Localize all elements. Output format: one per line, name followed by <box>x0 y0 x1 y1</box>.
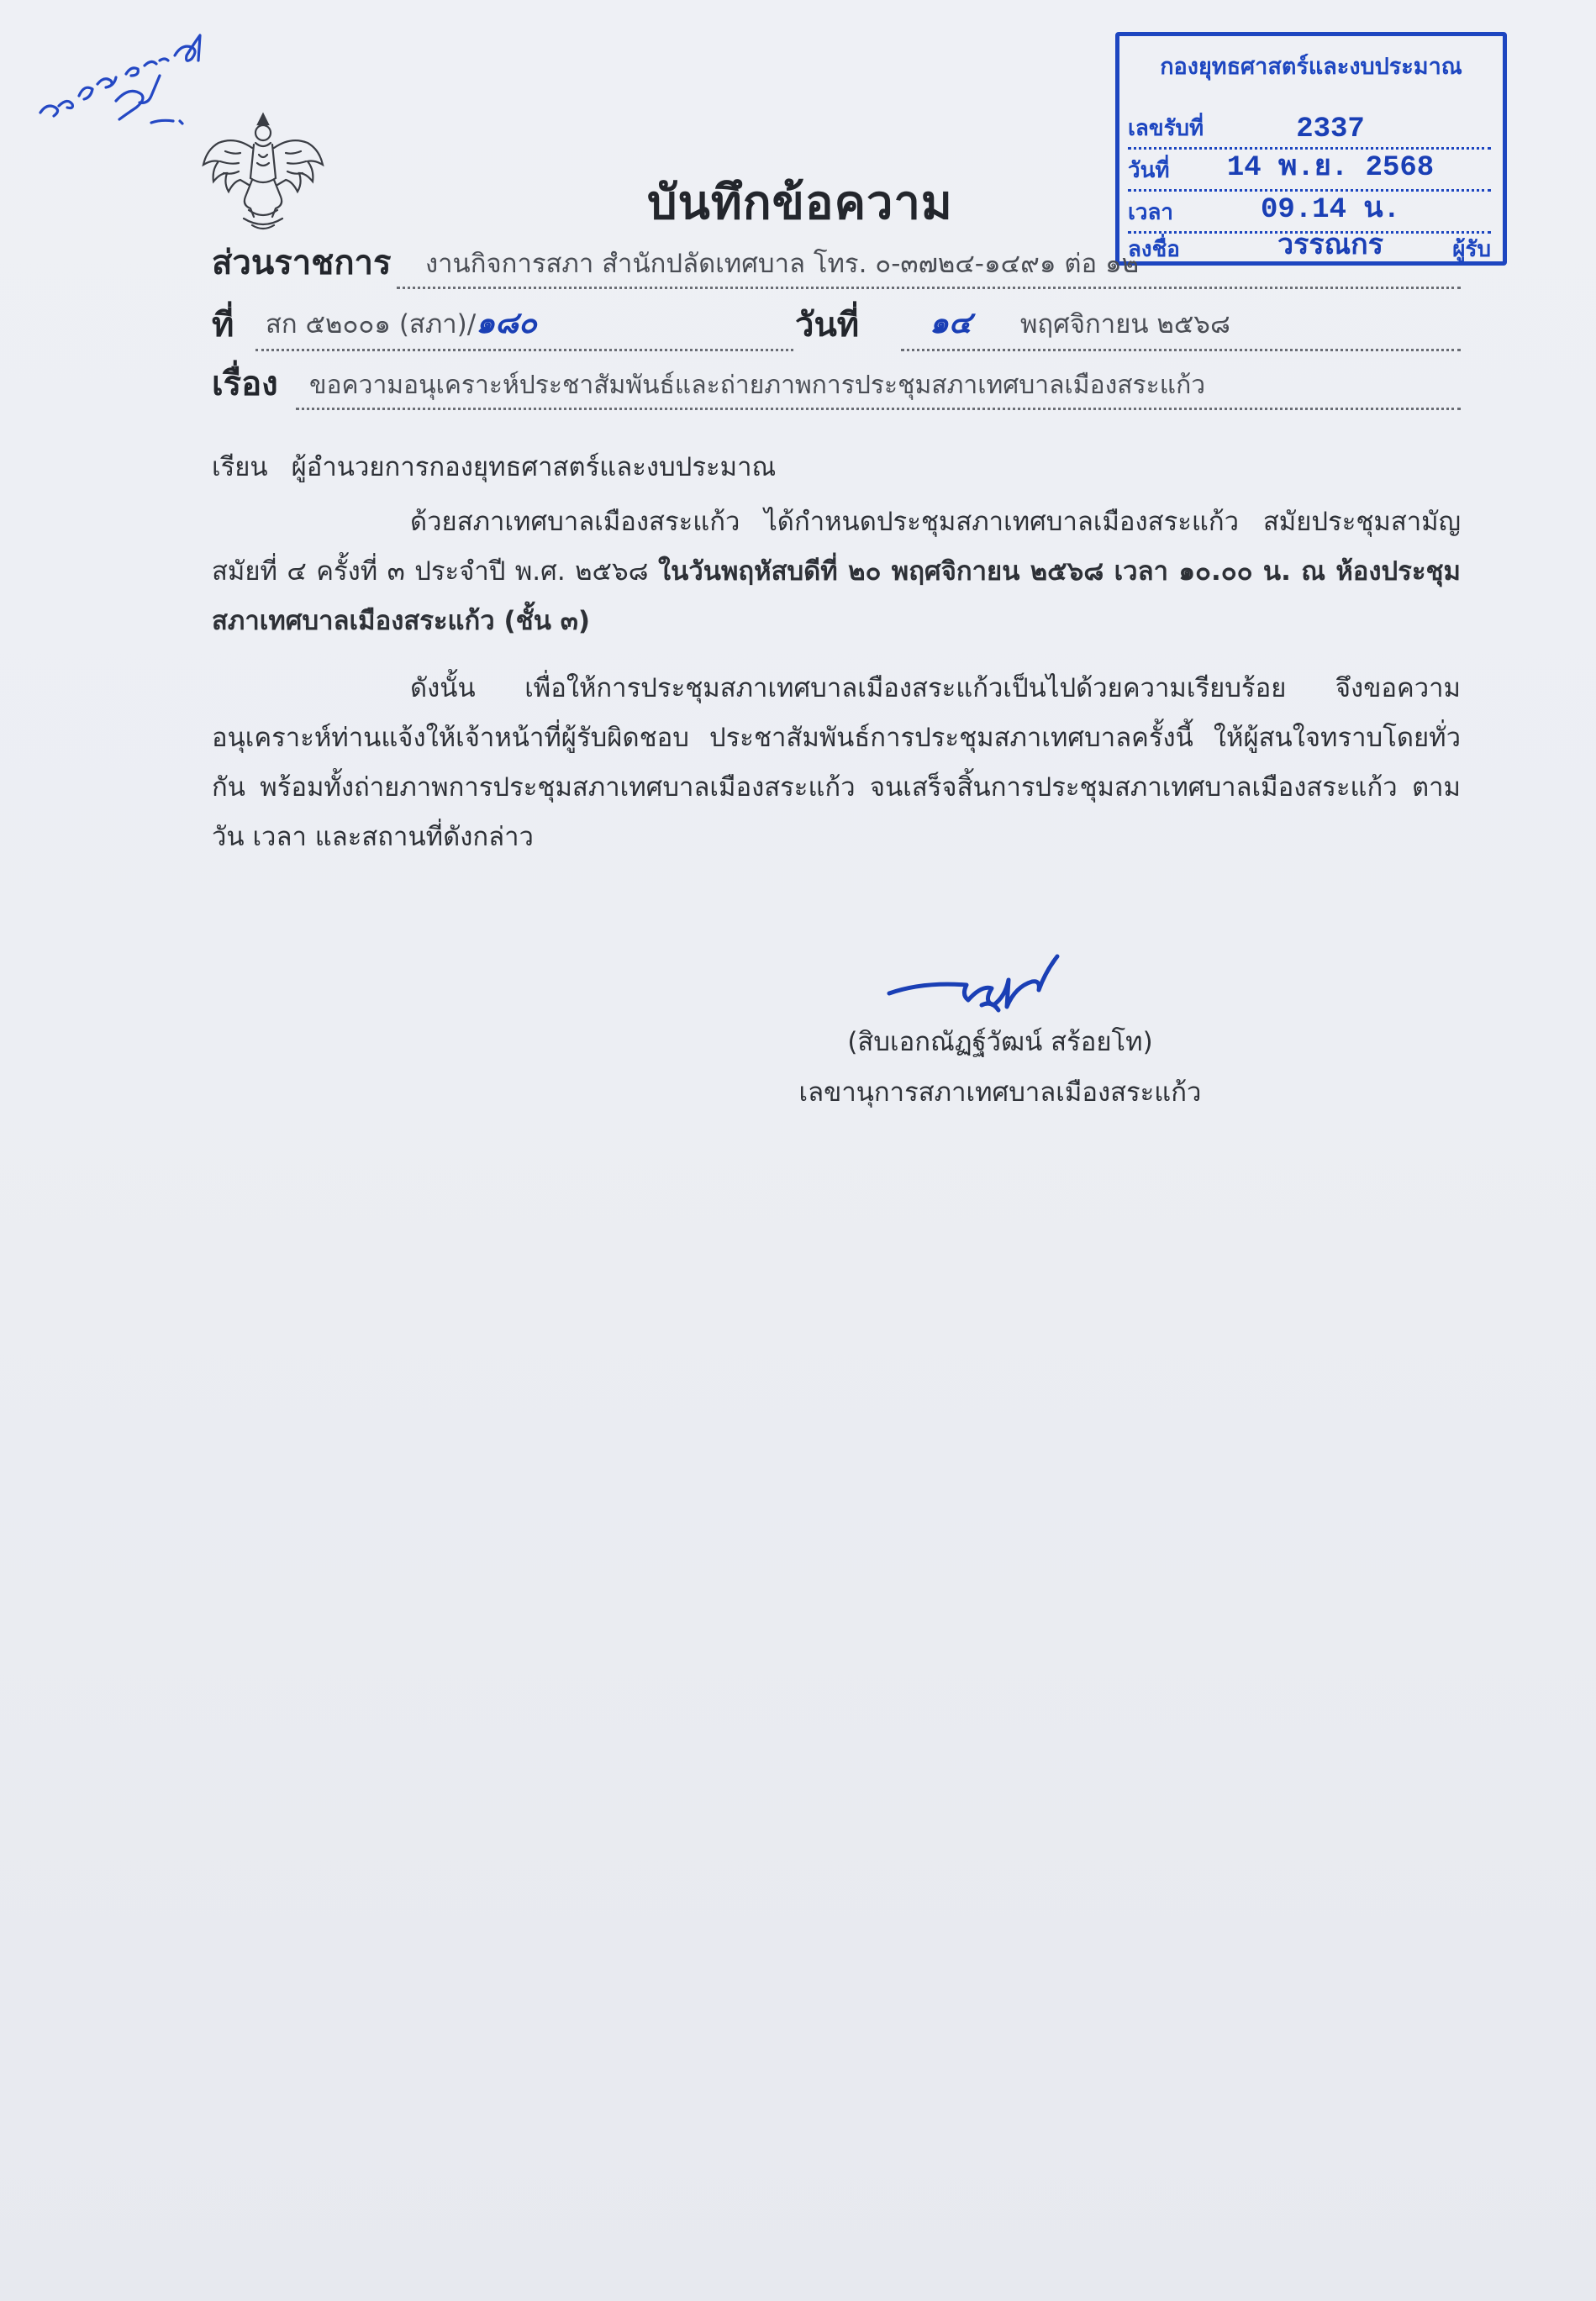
field-department <box>212 245 1461 289</box>
subject-label: เรื่อง <box>212 365 278 403</box>
ref-value-group <box>266 298 537 346</box>
date-value-group <box>909 298 1230 346</box>
document-title: บันทึกข้อความ <box>647 176 953 230</box>
salutation-recipient: ผู้อำนวยการกองยุทธศาสตร์และงบประมาณ <box>291 452 777 482</box>
garuda-emblem-icon <box>200 108 326 234</box>
ref-label: ที่ <box>212 306 234 345</box>
stamp-value: 14 พ.ย. 2568 <box>1226 152 1435 184</box>
stamp-suffix: ผู้รับ <box>1452 237 1491 262</box>
ref-number-handwritten: ๑๘๐ <box>476 305 537 340</box>
paragraph-text: ด้วยสภาเทศบาลเมืองสระแก้ว ได้กำหนดประชุมสภาเทศบาลเมืองสระแก้ว สมัยประชุมสามัญ สมัยที่ ๔ ครั้งที่ ๓ ประจำปี พ.ศ. ๒๕๖๘ <box>212 507 1461 587</box>
stamp-label: เลขรับที่ <box>1128 116 1204 141</box>
stamp-title: กองยุทธศาสตร์และงบประมาณ <box>1160 54 1462 80</box>
signature-icon <box>882 923 1101 1032</box>
department-value: งานกิจการสภา สำนักปลัดเทศบาล โทร. ๐-๓๗๒๔-๑๔๙๑ ต่อ ๑๒ <box>425 249 1140 279</box>
ref-value: สก ๕๒๐๐๑ (สภา)/ <box>266 309 477 340</box>
signer-block <box>748 1017 1252 1118</box>
field-subject <box>212 366 1461 410</box>
signature <box>882 923 1101 1032</box>
receipt-stamp <box>1115 32 1507 266</box>
paragraph <box>212 498 1461 646</box>
signer-position: เลขานุการสภาเทศบาลเมืองสระแก้ว <box>798 1077 1202 1108</box>
stamp-label: ลงชื่อ <box>1128 237 1180 262</box>
date-day-handwritten: ๑๔ <box>930 305 972 340</box>
stamp-value: วรรณกร <box>1277 231 1383 263</box>
subject-value: ขอความอนุเคราะห์ประชาสัมพันธ์และถ่ายภาพการประชุมสภาเทศบาลเมืองสระแก้ว <box>309 371 1206 400</box>
stamp-label: วันที่ <box>1128 158 1170 183</box>
stamp-value: 09.14 น. <box>1260 194 1401 226</box>
stamp-label: เวลา <box>1128 200 1174 225</box>
signer-name: (สิบเอกณัฏฐ์วัฒน์ สร้อยโท) <box>847 1027 1153 1057</box>
date-label: วันที่ <box>795 306 860 345</box>
salutation <box>212 445 776 487</box>
body-paragraph-1 <box>212 498 1461 646</box>
field-reference <box>212 305 1461 351</box>
date-value: พฤศจิกายน ๒๕๖๘ <box>1019 309 1230 340</box>
paragraph: ดังนั้น เพื่อให้การประชุมสภาเทศบาลเมืองสระแก้วเป็นไปด้วยความเรียบร้อย จึงขอความอนุเคราะห์ท่านแจ้งให้เจ้าหน้าที่ผู้รับผิดชอบ ประชาสัมพันธ์การประชุมสภาเทศบาลครั้งนี้ ให้ผู้สนใจทราบโดยทั่วกัน พร้อมทั้งถ่ายภาพการประชุมสภาเทศบาลเมืองสระแก้ว จนเสร็จสิ้นการประชุมสภาเทศบาลเมืองสระแก้ว ตามวัน เวลา และสถานที่ดังกล่าว <box>212 673 1461 852</box>
stamp-value: 2337 <box>1296 113 1365 145</box>
garuda-emblem <box>200 108 326 234</box>
salutation-label: เรียน <box>212 452 268 482</box>
department-label: ส่วนราชการ <box>212 244 392 282</box>
body-paragraph-2 <box>212 664 1461 862</box>
meeting-schedule-text: ในวันพฤหัสบดีที่ ๒๐ พฤศจิกายน ๒๕๖๘ เวลา ๑๐.๐๐ น. ณ ห้องประชุมสภาเทศบาลเมืองสระแก้ว (ชั้น ๓) <box>212 556 1461 636</box>
